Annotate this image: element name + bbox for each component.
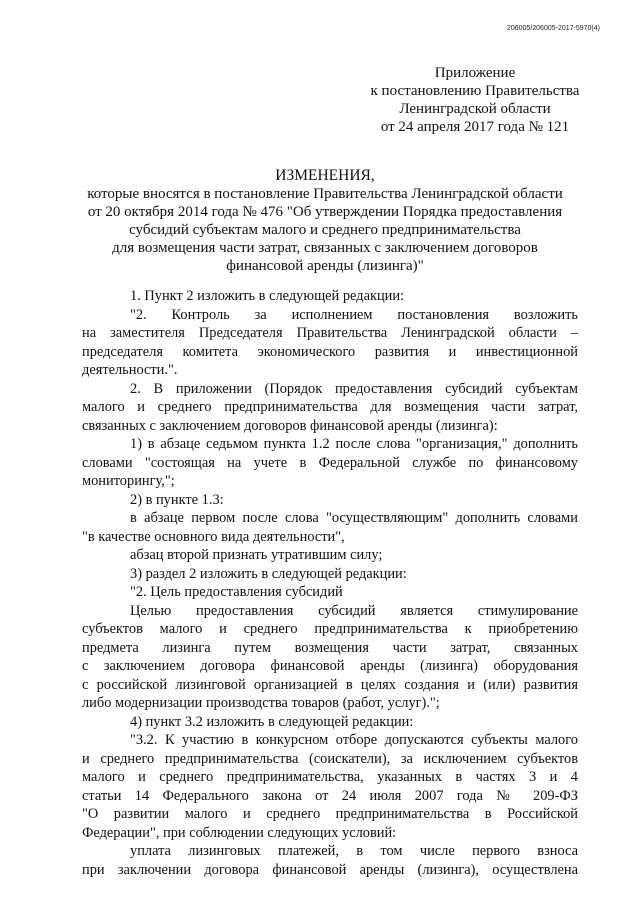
body-line: уплата лизинговых платежей, в том числе первого взноса bbox=[130, 843, 578, 859]
appendix-line: Приложение bbox=[434, 65, 516, 81]
document-body bbox=[82, 287, 578, 879]
body-line: 2. В приложении (Порядок предоставления субсидий субъектам bbox=[130, 380, 578, 397]
heading-line: от 20 октября 2014 года № 476 "Об утверждении Порядка предоставления bbox=[87, 204, 563, 220]
body-line: "3.2. К участию в конкурсном отборе допускаются субъекты малого bbox=[130, 732, 578, 748]
body-line: 4) пункт 3.2 изложить в следующей редакции: bbox=[130, 713, 414, 730]
body-line: председателя комитета экономического развития и инвестиционной bbox=[82, 343, 578, 360]
body-line: при заключении договора финансовой аренды (лизинга), осуществлена bbox=[82, 861, 578, 878]
body-line: Целью предоставления субсидий является стимулирование bbox=[130, 602, 578, 619]
body-line: с российской лизинговой организацией в целях создания и (или) развития bbox=[82, 676, 578, 693]
body-line: "2. Контроль за исполнением постановления возложить bbox=[130, 306, 578, 323]
body-line: с заключением договора финансовой аренды (лизинга) оборудования bbox=[82, 658, 578, 674]
body-line: субъектов малого и среднего предпринимательства к приобретению bbox=[82, 621, 578, 637]
body-line: 1) в абзаце седьмом пункта 1.2 после слова "организация," дополнить bbox=[130, 436, 578, 452]
body-line: деятельности.". bbox=[82, 362, 178, 378]
appendix-block bbox=[355, 64, 595, 136]
heading-line: субсидий субъектам малого и среднего предпринимательства bbox=[129, 222, 521, 238]
body-line: "в качестве основного вида деятельности", bbox=[82, 528, 345, 545]
body-line: мониторингу,"; bbox=[82, 473, 175, 489]
appendix-line: Ленинградской области bbox=[399, 101, 551, 117]
body-line: предмета лизинга путем возмещения части затрат, связанных bbox=[82, 639, 578, 656]
heading-line: которые вносятся в постановление Правительства Ленинградской области bbox=[87, 186, 563, 202]
body-line: Федерации", при соблюдении следующих условий: bbox=[82, 824, 397, 841]
appendix-line: к постановлению Правительства bbox=[370, 83, 580, 99]
document-id: 206005/206005-2017-5970(4) bbox=[506, 25, 600, 32]
body-line: 2) в пункте 1.3: bbox=[130, 491, 224, 508]
appendix-line: от 24 апреля 2017 года № 121 bbox=[380, 119, 570, 135]
document-heading bbox=[80, 167, 570, 275]
body-line: малого и среднего предпринимательства для возмещения части затрат, bbox=[82, 399, 578, 415]
body-line: либо модернизации производства товаров (работ, услуг)."; bbox=[82, 695, 440, 711]
body-line: связанных с заключением договоров финансовой аренды (лизинга): bbox=[82, 417, 498, 434]
body-line: "О развитии малого и среднего предпринимательства в Российской bbox=[82, 806, 578, 822]
body-line: малого и среднего предпринимательства, указанных в частях 3 и 4 bbox=[82, 769, 578, 785]
body-line: в абзаце первом после слова "осуществляющим" дополнить словами bbox=[130, 510, 578, 526]
body-line: 3) раздел 2 изложить в следующей редакции: bbox=[130, 565, 407, 582]
body-line: 1. Пункт 2 изложить в следующей редакции: bbox=[130, 288, 405, 304]
document-title: ИЗМЕНЕНИЯ, bbox=[275, 167, 375, 184]
heading-line: для возмещения части затрат, связанных с заключением договоров bbox=[112, 240, 538, 256]
body-line: абзац второй признать утратившим силу; bbox=[130, 547, 383, 563]
body-line: "2. Цель предоставления субсидий bbox=[130, 584, 343, 600]
body-line: на заместителя Председателя Правительства Ленинградской области – bbox=[82, 325, 578, 341]
body-line: статьи 14 Федерального закона от 24 июля 2007 года № 209-ФЗ bbox=[82, 787, 578, 804]
heading-line: финансовой аренды (лизинга)" bbox=[226, 258, 424, 274]
body-line: и среднего предпринимательства (соискатели), за исключением субъектов bbox=[82, 750, 578, 767]
body-line: словами "состоящая на учете в Федеральной службе по финансовому bbox=[82, 454, 578, 471]
